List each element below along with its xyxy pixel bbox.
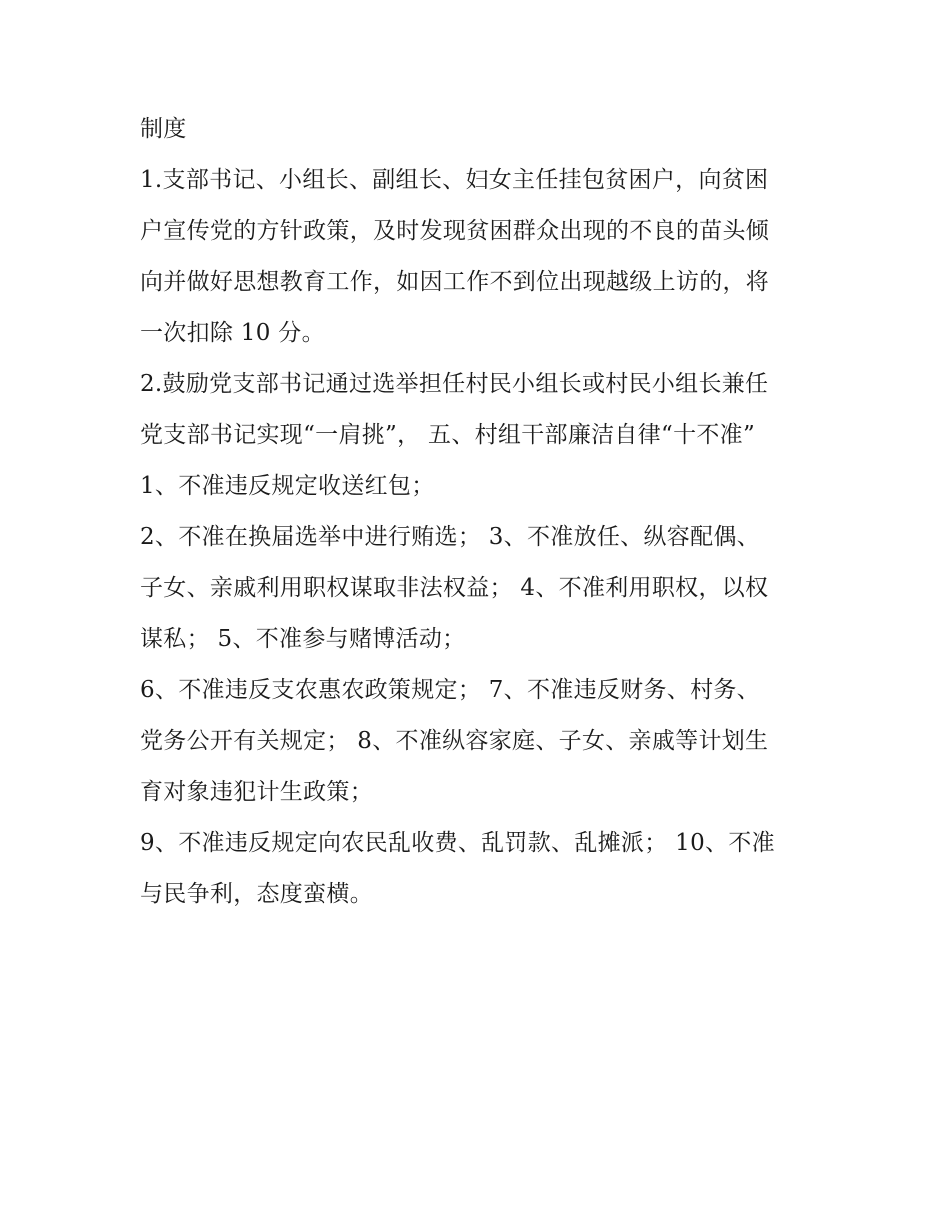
- text-line: 1、不准违反规定收送红包；: [140, 473, 435, 499]
- text-line: 2.鼓励党支部书记通过选举担任村民小组长或村民小组长兼任: [140, 371, 769, 397]
- document-heading: 制度: [140, 116, 187, 142]
- text-line: 2、不准在换届选举中进行贿选； 3、不准放任、纵容配偶、: [140, 524, 760, 550]
- text-line: 一次扣除 10 分。: [140, 320, 325, 346]
- text-line: 户宣传党的方针政策，及时发现贫困群众出现的不良的苗头倾: [140, 218, 770, 244]
- document-body: [140, 104, 820, 920]
- text-line: 谋私； 5、不准参与赌博活动；: [140, 626, 466, 652]
- text-line: 子女、亲戚利用职权谋取非法权益； 4、不准利用职权，以权: [140, 575, 769, 601]
- text-line: 1.支部书记、小组长、副组长、妇女主任挂包贫困户，向贫困: [140, 167, 769, 193]
- text-line: 9、不准违反规定向农民乱收费、乱罚款、乱摊派； 10、不准: [140, 830, 775, 856]
- text-line: 向并做好思想教育工作，如因工作不到位出现越级上访的，将: [140, 269, 770, 295]
- text-line: 党支部书记实现“一肩挑”， 五、村组干部廉洁自律“十不准”: [140, 422, 756, 448]
- text-line: 育对象违犯计生政策；: [140, 779, 373, 805]
- text-line: 与民争利，态度蛮横。: [140, 881, 373, 907]
- text-line: 6、不准违反支农惠农政策规定； 7、不准违反财务、村务、: [140, 677, 760, 703]
- text-line: 党务公开有关规定； 8、不准纵容家庭、子女、亲戚等计划生: [140, 728, 769, 754]
